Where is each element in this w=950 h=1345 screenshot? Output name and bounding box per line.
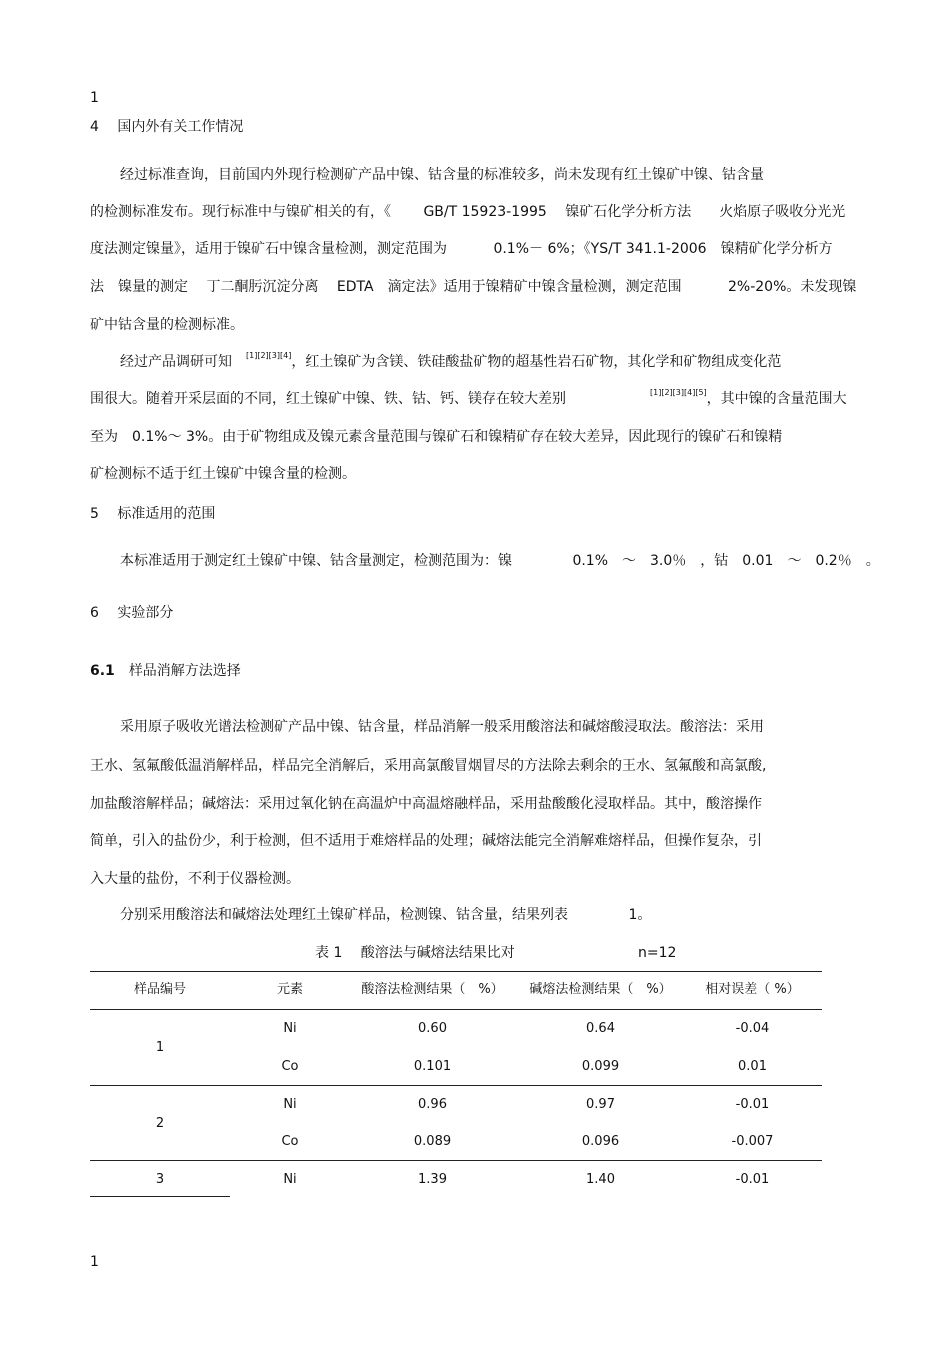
sec4-line-5: 矿中钴含量的检测标准。 [90,317,244,333]
sec4-p2-line-1 [120,353,781,371]
section-5-heading: 5 标准适用的范围 [90,506,216,522]
text-segment: ，其中镍的含量范围大 [706,391,847,407]
acid-result: 0.60 [418,1021,447,1036]
alkali-result: 0.64 [586,1021,615,1036]
alkali-result: 0.099 [581,1059,620,1074]
table-top-rule [90,971,822,972]
table-header: 元素 [276,982,303,997]
alkali-result: 0.096 [581,1134,620,1149]
sec5-line: 本标准适用于测定红土镍矿中镍、钴含量测定，检测范围为：镍 0.1% ～ 3.0％ ，钴 0.01 ～ 0.2％ 。 [120,553,880,569]
sample-id: 1 [155,1040,165,1055]
alkali-result: 0.97 [586,1097,615,1112]
relative-error: -0.04 [735,1021,770,1036]
relative-error: -0.01 [735,1097,770,1112]
sec61-line-3: 加盐酸溶解样品；碱熔法：采用过氧化钠在高温炉中高温熔融样品，采用盐酸酸化浸取样品。其中，酸溶操作 [90,796,762,812]
acid-result: 0.101 [413,1059,452,1074]
sec4-line-1: 经过标准查询，目前国内外现行检测矿产品中镍、钴含量的标准较多，尚未发现有红土镍矿中镍、钴含量 [120,167,764,183]
acid-result: 0.96 [418,1097,447,1112]
sec61-line-5: 入大量的盐份，不利于仪器检测。 [90,871,300,887]
text-segment: 经过产品调研可知 [120,354,246,370]
sec61-line-4: 简单，引入的盐份少，利于检测，但不适用于难熔样品的处理；碱熔法能完全消解难熔样品，但操作复杂，引 [90,833,762,849]
text-segment: ，红土镍矿为含镁、铁硅酸盐矿物的超基性岩石矿物，其化学和矿物组成变化范 [291,354,782,370]
sec4-line-3: 度法测定镍量》，适用于镍矿石中镍含量检测，测定范围为 0.1%－ 6%；《YS/T 341.1-2006 镍精矿化学分析方 [90,241,833,257]
section-6-1-heading [90,662,241,680]
section-number: 6.1 [90,663,115,679]
sec4-p2-line-3: 至为 0.1%～ 3%。由于矿物组成及镍元素含量范围与镍矿石和镍精矿存在较大差异，因此现行的镍矿石和镍精 [90,429,783,445]
table-header-rule [90,1009,822,1010]
relative-error: -0.01 [735,1172,770,1187]
section-title: 样品消解方法选择 [128,663,241,679]
sec61-line-6: 分别采用酸溶法和碱熔法处理红土镍矿样品，检测镍、钴含量，结果列表 1。 [120,907,652,923]
text-segment: 围很大。随着开采层面的不同，红土镍矿中镍、铁、钴、钙、镁存在较大差别 [90,391,650,407]
table-row-rule [90,1160,822,1161]
footnote-rule [90,1196,230,1197]
table-header: 相对误差（ %） [705,982,800,997]
page-number-bottom: 1 [90,1254,99,1270]
sec4-line-2: 的检测标准发布。现行标准中与镍矿相关的有，《 GB/T 15923-1995 镍矿石化学分析方法 火焰原子吸收分光光 [90,204,846,220]
relative-error: -0.007 [731,1134,774,1149]
citation: [1][2][3][4][5] [650,388,707,397]
sample-id: 2 [155,1116,165,1131]
sec4-p2-line-2 [90,390,847,408]
acid-result: 0.089 [413,1134,452,1149]
table-header: 碱熔法检测结果（ %） [529,982,672,997]
element-cell: Co [281,1134,299,1149]
element-cell: Ni [283,1021,297,1036]
table-n: n=12 [638,945,677,961]
element-cell: Ni [283,1097,297,1112]
table-row-rule [90,1085,822,1086]
citation: [1][2][3][4] [246,351,292,360]
sec4-p2-line-4: 矿检测标不适于红土镍矿中镍含量的检测。 [90,466,356,482]
table-caption: 表 1 酸溶法与碱熔法结果比对 [315,945,515,961]
page-number-top: 1 [90,90,99,106]
sample-id: 3 [155,1172,165,1187]
element-cell: Co [281,1059,299,1074]
acid-result: 1.39 [418,1172,447,1187]
sec61-line-1: 采用原子吸收光谱法检测矿产品中镍、钴含量，样品消解一般采用酸溶法和碱熔酸浸取法。酸溶法：采用 [120,719,764,735]
table-header: 酸溶法检测结果（ %） [361,982,504,997]
table-header: 样品编号 [133,982,186,997]
relative-error: 0.01 [738,1059,767,1074]
section-4-heading: 4 国内外有关工作情况 [90,119,244,135]
alkali-result: 1.40 [586,1172,615,1187]
sec4-line-4: 法 镍量的测定 丁二酮肟沉淀分离 EDTA 滴定法》适用于镍精矿中镍含量检测，测定范围 2%-20%。未发现镍 [90,279,857,295]
sec61-line-2: 王水、氢氟酸低温消解样品，样品完全消解后，采用高氯酸冒烟冒尽的方法除去剩余的王水、氢氟酸和高氯酸, [90,758,767,774]
section-6-heading: 6 实验部分 [90,605,174,621]
element-cell: Ni [283,1172,297,1187]
